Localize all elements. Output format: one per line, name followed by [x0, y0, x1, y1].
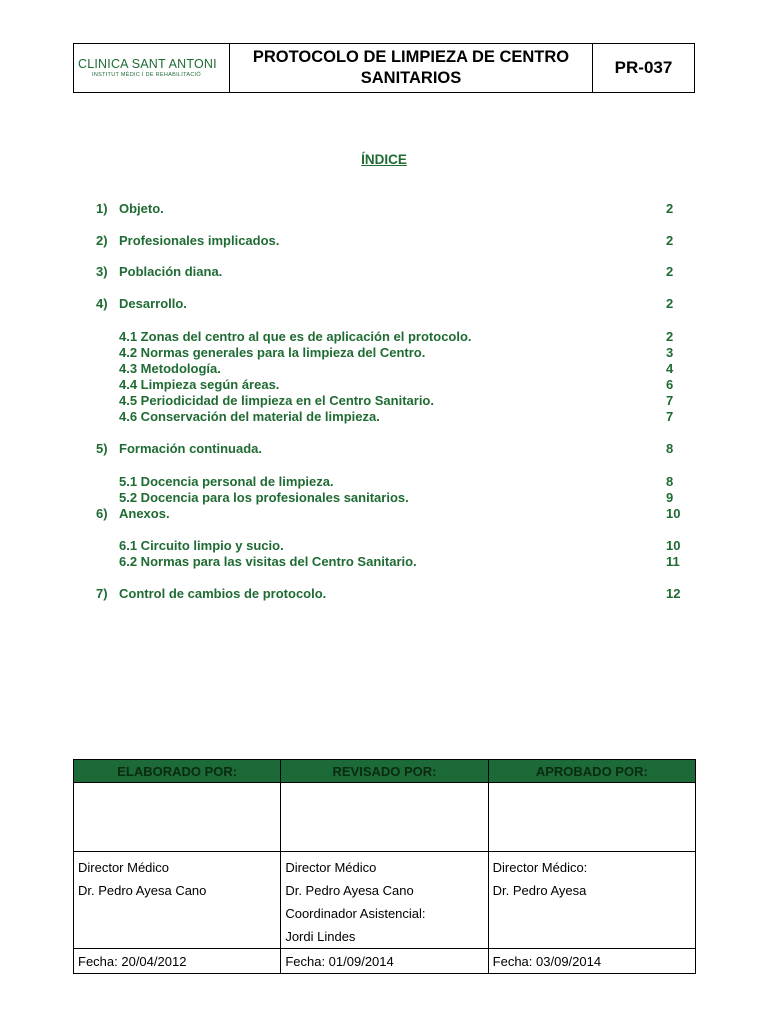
signature-row	[74, 783, 696, 852]
toc-page: 7	[666, 409, 674, 424]
toc-label: Anexos.	[119, 506, 170, 521]
elaborado-names-cell	[74, 852, 281, 949]
toc-number: 1)	[96, 201, 108, 216]
toc-page: 4	[666, 361, 674, 376]
revisado-date: Fecha: 01/09/2014	[281, 949, 488, 974]
toc-subitem[interactable]	[0, 490, 768, 506]
toc-label: 4.4 Limpieza según áreas.	[119, 377, 280, 392]
toc-page: 10	[666, 506, 681, 521]
toc-subitem[interactable]	[0, 361, 768, 377]
revisado-role: Director Médico	[285, 860, 377, 875]
toc-subitem[interactable]	[0, 345, 768, 361]
toc-item[interactable]	[0, 264, 768, 280]
toc-page: 2	[666, 329, 674, 344]
toc-page: 2	[666, 264, 674, 279]
toc-label: 4.5 Periodicidad de limpieza en el Centro Sanitario.	[119, 393, 434, 408]
toc-page: 11	[666, 554, 680, 569]
elaborado-header: ELABORADO POR:	[74, 760, 281, 783]
revisado-names-cell	[281, 852, 488, 949]
elaborado-name: Dr. Pedro Ayesa Cano	[78, 883, 207, 898]
document-title: PROTOCOLO DE LIMPIEZA DE CENTRO SANITARIOS	[230, 44, 593, 92]
toc-page: 8	[666, 441, 674, 456]
toc-label: Objeto.	[119, 201, 164, 216]
toc-label: Desarrollo.	[119, 296, 187, 311]
toc-label: 4.3 Metodología.	[119, 361, 221, 376]
toc-label: Control de cambios de protocolo.	[119, 586, 327, 601]
toc-subitem[interactable]	[0, 393, 768, 409]
toc-number: 5)	[96, 441, 108, 456]
approval-header-row	[74, 760, 696, 783]
toc-page: 12	[666, 586, 681, 601]
toc-number: 7)	[96, 586, 108, 601]
index-title: ÍNDICE	[361, 152, 407, 167]
toc-item[interactable]	[0, 441, 768, 457]
toc-item[interactable]	[0, 296, 768, 312]
document-code: PR-037	[614, 58, 673, 77]
aprobado-role: Director Médico:	[492, 860, 588, 875]
revisado-name2: Jordi Lindes	[285, 929, 356, 944]
elaborado-signature-cell	[74, 783, 281, 852]
aprobado-signature-cell	[488, 783, 695, 852]
toc-number: 2)	[96, 233, 108, 248]
toc-page: 2	[666, 296, 674, 311]
toc-label: Población diana.	[119, 264, 223, 279]
elaborado-date: Fecha: 20/04/2012	[74, 949, 281, 974]
toc-item[interactable]	[0, 506, 768, 522]
toc-subitem[interactable]	[0, 474, 768, 490]
toc-subitem[interactable]	[0, 409, 768, 425]
toc-label: 6.2 Normas para las visitas del Centro Sanitario.	[119, 554, 417, 569]
toc-item[interactable]	[0, 233, 768, 249]
toc-label: 4.1 Zonas del centro al que es de aplicación el protocolo.	[119, 329, 472, 344]
toc-subitem[interactable]	[0, 554, 768, 570]
toc-page: 2	[666, 233, 674, 248]
toc-label: 4.6 Conservación del material de limpieza.	[119, 409, 380, 424]
toc-page: 8	[666, 474, 674, 489]
aprobado-name: Dr. Pedro Ayesa	[492, 883, 587, 898]
revisado-header: REVISADO POR:	[281, 760, 488, 783]
toc-number: 3)	[96, 264, 108, 279]
toc-label: 6.1 Circuito limpio y sucio.	[119, 538, 284, 553]
dates-row	[74, 949, 696, 974]
toc-page: 6	[666, 377, 674, 392]
revisado-role2: Coordinador Asistencial:	[285, 906, 426, 921]
toc-label: Profesionales implicados.	[119, 233, 280, 248]
toc-label: 5.2 Docencia para los profesionales sanitarios.	[119, 490, 409, 505]
toc-label: 5.1 Docencia personal de limpieza.	[119, 474, 334, 489]
aprobado-header: APROBADO POR:	[488, 760, 695, 783]
toc-page: 2	[666, 201, 674, 216]
aprobado-names-cell	[488, 852, 695, 949]
toc-item[interactable]	[0, 586, 768, 602]
toc-number: 6)	[96, 506, 108, 521]
logo-sub-text: INSTITUT MÈDIC I DE REHABILITACIÓ	[92, 72, 202, 78]
revisado-name: Dr. Pedro Ayesa Cano	[285, 883, 414, 898]
toc-page: 9	[666, 490, 674, 505]
revisado-signature-cell	[281, 783, 488, 852]
logo-main-text: CLINICA SANT ANTONI	[78, 57, 217, 71]
toc-subitem[interactable]	[0, 377, 768, 393]
elaborado-role: Director Médico	[78, 860, 170, 875]
toc-page: 10	[666, 538, 681, 553]
toc-label: 4.2 Normas generales para la limpieza del Centro.	[119, 345, 426, 360]
toc-subitem[interactable]	[0, 329, 768, 345]
aprobado-date: Fecha: 03/09/2014	[488, 949, 695, 974]
toc-label: Formación continuada.	[119, 441, 263, 456]
toc-item[interactable]	[0, 201, 768, 217]
toc-page: 3	[666, 345, 674, 360]
names-row	[74, 852, 696, 949]
toc-number: 4)	[96, 296, 108, 311]
toc-page: 7	[666, 393, 674, 408]
toc-subitem[interactable]	[0, 538, 768, 554]
approval-table	[73, 759, 696, 974]
